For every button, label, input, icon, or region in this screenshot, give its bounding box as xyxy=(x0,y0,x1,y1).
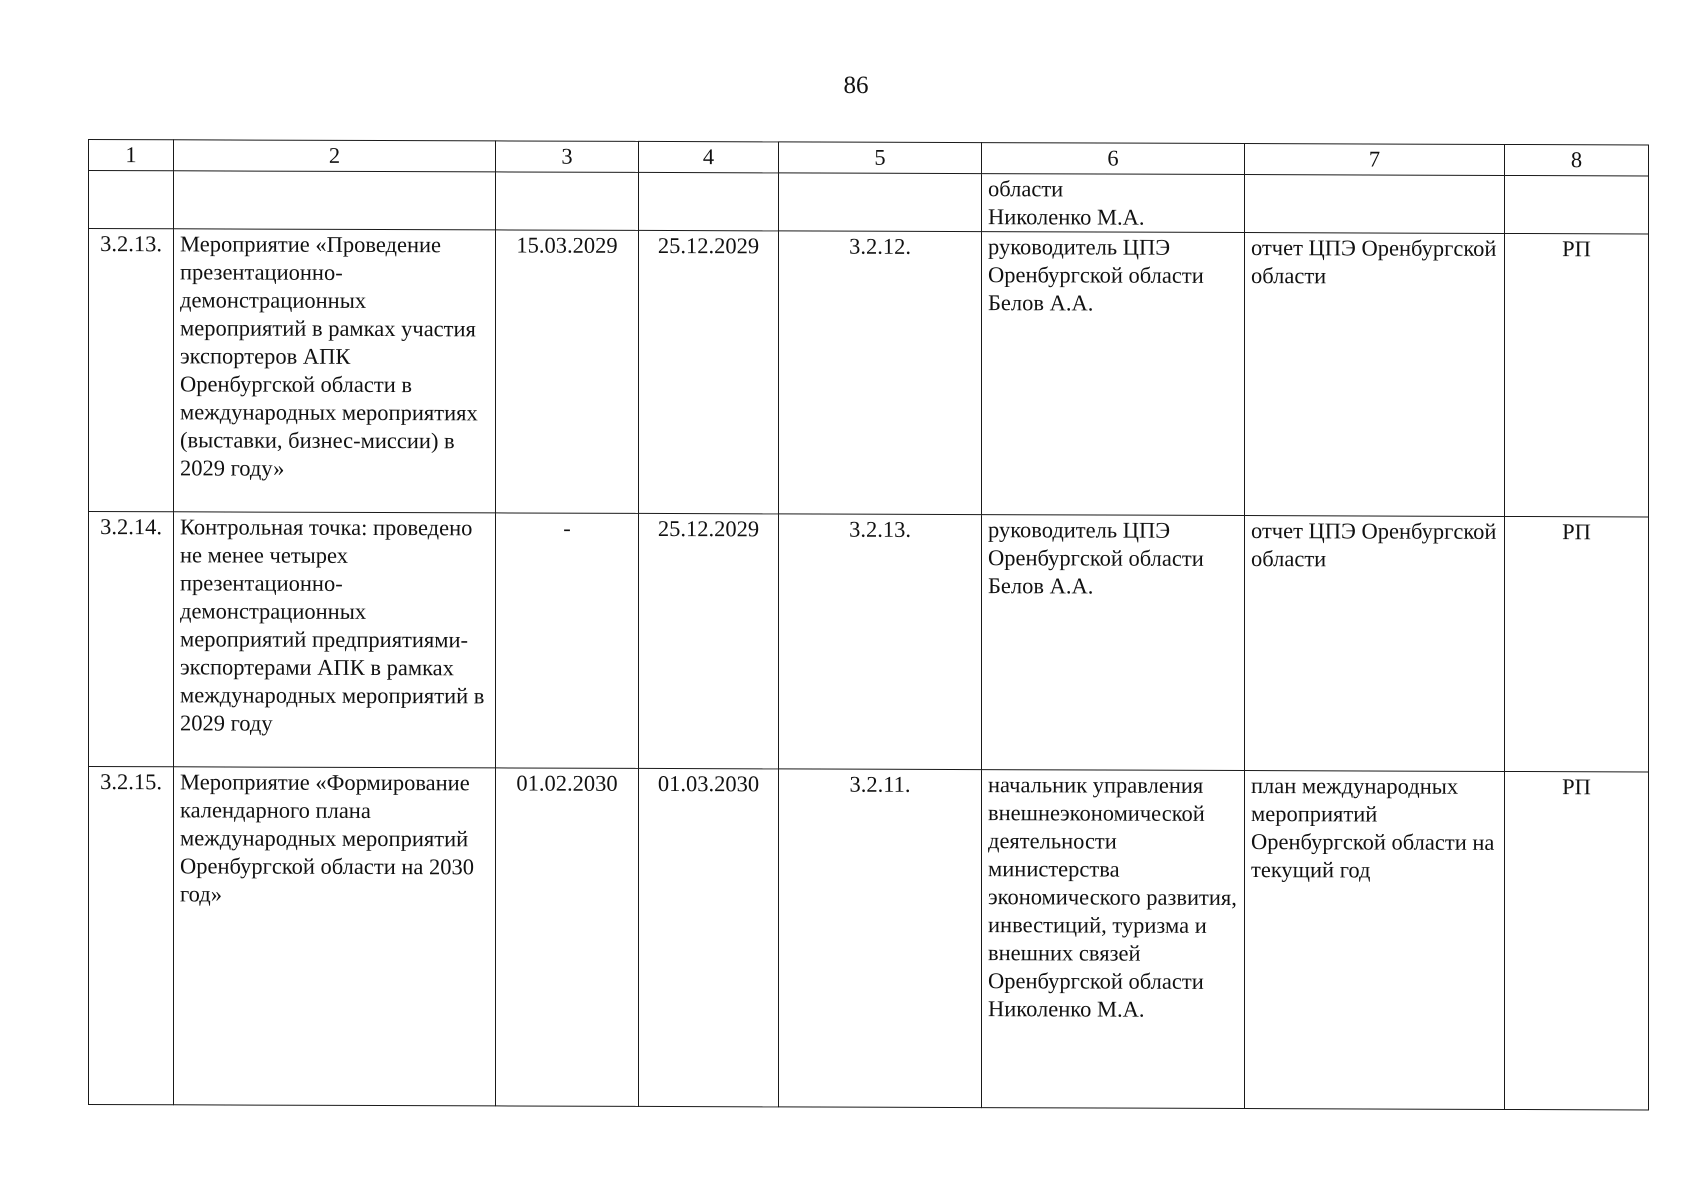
cell-start-date: 15.03.2029 xyxy=(496,230,639,513)
plan-table xyxy=(88,139,1649,1110)
cell-end-date xyxy=(639,172,779,230)
cell-name: Контрольная точка: проведено не менее четырех презентационно-демонстрационных мероприятий предприятиями-экспортерами АПК в рамках международных мероприятий в 2029 году xyxy=(174,512,496,768)
cell-predecessor xyxy=(779,173,982,232)
cell-name xyxy=(174,171,496,230)
cell-end-date: 01.03.2030 xyxy=(639,768,779,1106)
cell-number xyxy=(89,171,174,229)
cell-level: РП xyxy=(1505,771,1649,1110)
cell-name: Мероприятие «Проведение презентационно-демонстрационных мероприятий в рамках участия экспортеров АПК Оренбургской области в международных мероприятиях (выставки, бизнес-миссии) в 2029 году» xyxy=(174,229,496,513)
cell-result xyxy=(1245,175,1505,234)
column-header: 2 xyxy=(174,140,496,172)
column-header: 3 xyxy=(496,141,639,172)
cell-predecessor: 3.2.11. xyxy=(779,769,982,1108)
cell-responsible: руководитель ЦПЭ Оренбургской области Белов А.А. xyxy=(982,515,1245,771)
column-header: 1 xyxy=(89,140,174,171)
table-row xyxy=(89,171,1649,234)
cell-responsible: начальник управления внешнеэкономической деятельности министерства экономического развития, инвестиций, туризма и внешних связей Оренбургской области Николенко М.А. xyxy=(982,770,1245,1109)
column-header: 7 xyxy=(1245,144,1505,176)
column-header: 6 xyxy=(982,143,1245,175)
cell-predecessor: 3.2.13. xyxy=(779,514,982,770)
cell-end-date: 25.12.2029 xyxy=(639,513,779,768)
column-header: 5 xyxy=(779,142,982,174)
cell-number: 3.2.15. xyxy=(89,767,174,1105)
cell-level xyxy=(1505,175,1649,234)
cell-start-date: - xyxy=(496,513,639,768)
cell-start-date xyxy=(496,172,639,230)
cell-level: РП xyxy=(1505,233,1649,517)
cell-result: план международных мероприятий Оренбургской области на текущий год xyxy=(1245,771,1505,1110)
table-row xyxy=(89,229,1649,517)
table-row xyxy=(89,512,1649,772)
page-number: 86 xyxy=(843,72,869,99)
cell-result: отчет ЦПЭ Оренбургской области xyxy=(1245,233,1505,517)
cell-number: 3.2.13. xyxy=(89,229,174,512)
column-header: 4 xyxy=(639,141,779,172)
cell-end-date: 25.12.2029 xyxy=(639,230,779,513)
cell-responsible: руководитель ЦПЭ Оренбургской области Белов А.А. xyxy=(982,232,1245,516)
cell-number: 3.2.14. xyxy=(89,512,174,767)
cell-name: Мероприятие «Формирование календарного плана международных мероприятий Оренбургской области на 2030 год» xyxy=(174,767,496,1106)
column-header: 8 xyxy=(1505,144,1649,176)
table-row xyxy=(89,767,1649,1110)
cell-result: отчет ЦПЭ Оренбургской области xyxy=(1245,516,1505,772)
cell-responsible: области Николенко М.А. xyxy=(982,174,1245,233)
cell-predecessor: 3.2.12. xyxy=(779,231,982,515)
cell-start-date: 01.02.2030 xyxy=(496,768,639,1106)
cell-level: РП xyxy=(1505,516,1649,772)
